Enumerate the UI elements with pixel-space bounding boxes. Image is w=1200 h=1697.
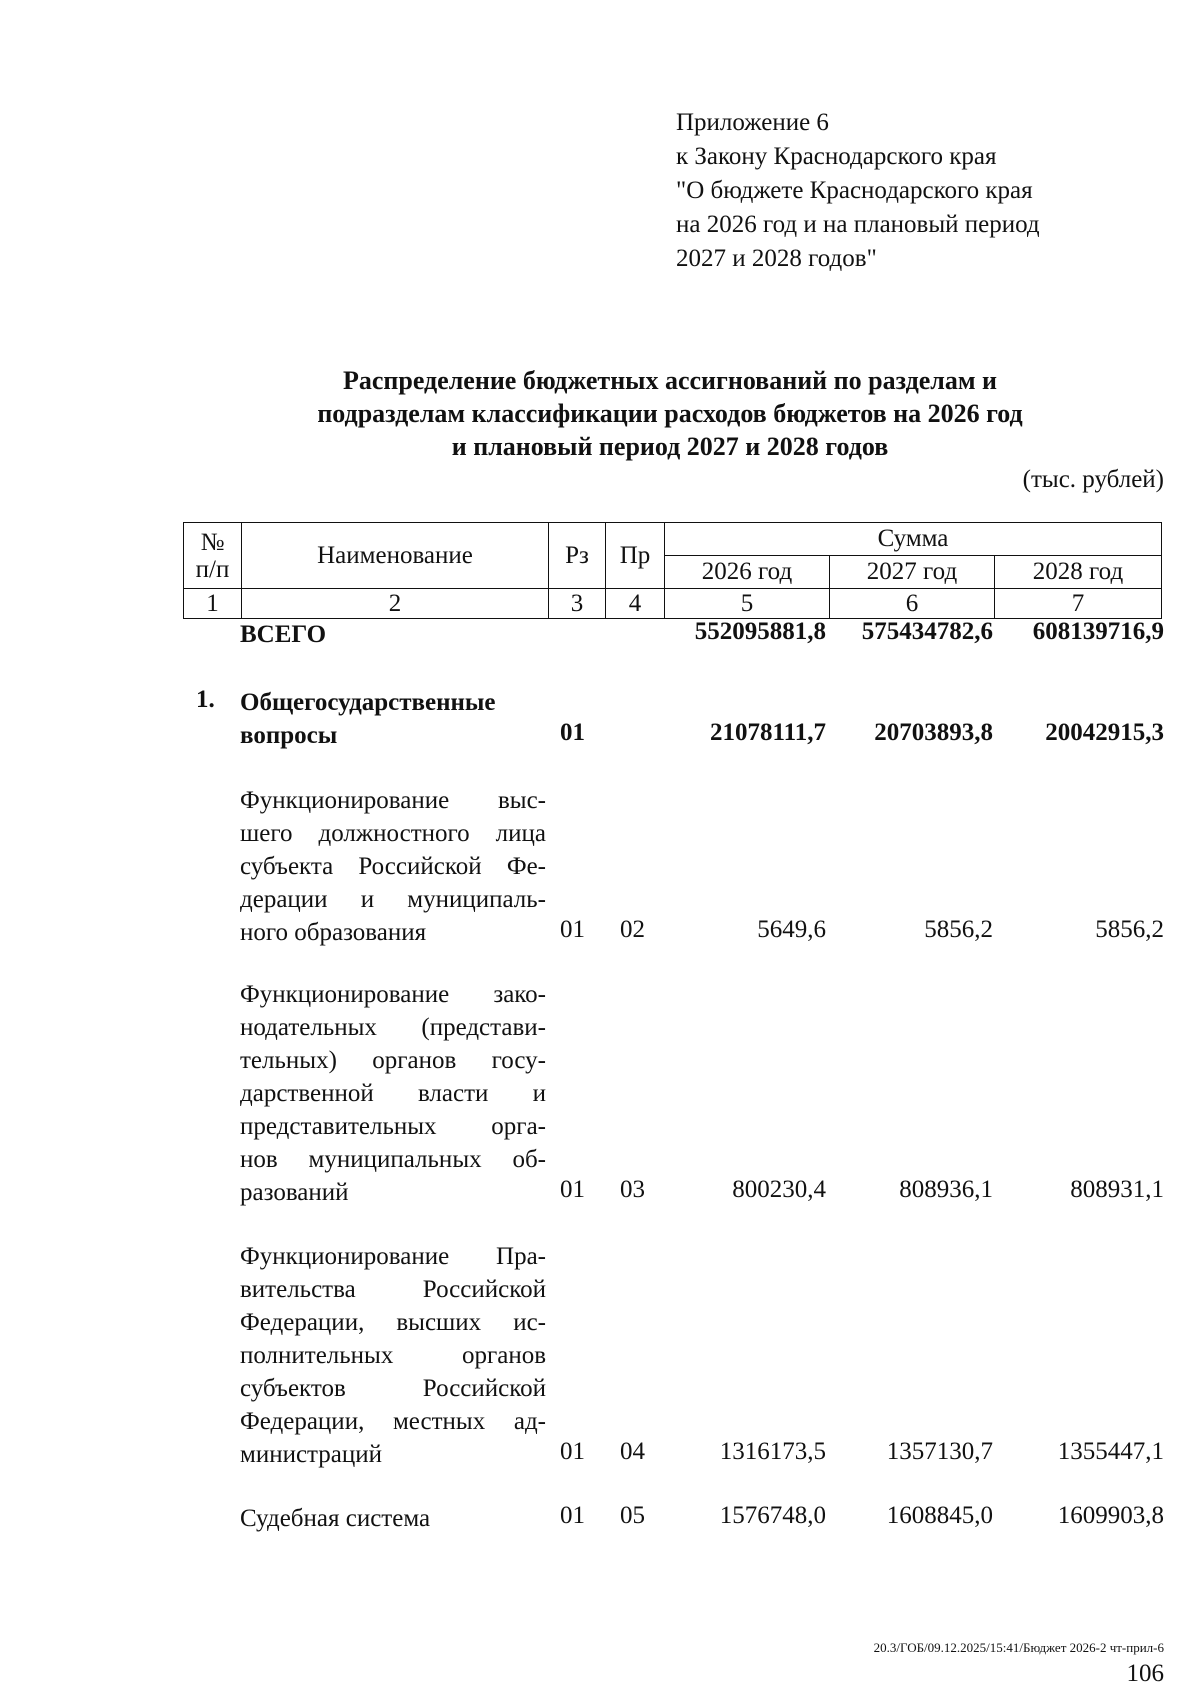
appendix-line: к Закону Краснодарского края <box>676 143 997 170</box>
row-name <box>240 1240 546 1471</box>
row-rz: 01 <box>560 1438 585 1465</box>
header-2026: 2026 год <box>665 556 830 589</box>
col-number: 7 <box>995 589 1162 619</box>
row-value-2026: 800230,4 <box>732 1176 826 1203</box>
document-title <box>200 364 1140 463</box>
row-name-line: дарственной власти и <box>240 1080 546 1107</box>
row-value-2028: 20042915,3 <box>1045 719 1164 746</box>
table-header <box>183 522 1162 619</box>
header-num-bottom: п/п <box>195 555 230 583</box>
header-pr: Пр <box>606 523 665 589</box>
title-line: и плановый период 2027 и 2028 годов <box>451 432 889 461</box>
row-name-line: Функционирование выс- <box>240 787 546 814</box>
col-number: 2 <box>242 589 549 619</box>
row-value-2027: 575434782,6 <box>861 618 993 645</box>
col-number: 4 <box>606 589 665 619</box>
row-name-line: представительных орга- <box>240 1113 546 1140</box>
row-value-2028: 1355447,1 <box>1057 1438 1164 1465</box>
row-value-2027: 1608845,0 <box>886 1502 993 1529</box>
row-name-line: субъектов Российской <box>240 1375 546 1402</box>
appendix-note <box>676 106 1040 276</box>
header-num-top: № <box>200 528 225 556</box>
row-value-2028: 1609903,8 <box>1057 1502 1164 1529</box>
units-label: (тыс. рублей) <box>1022 466 1164 493</box>
row-name-line: министраций <box>240 1441 383 1468</box>
row-value-2027: 1357130,7 <box>886 1438 993 1465</box>
row-name <box>240 784 546 949</box>
header-2027: 2027 год <box>830 556 995 589</box>
row-name <box>240 978 546 1209</box>
row-pr: 03 <box>620 1176 645 1203</box>
row-pr: 04 <box>620 1438 645 1465</box>
header-2028: 2028 год <box>995 556 1162 589</box>
row-rz: 01 <box>560 1502 585 1529</box>
row-value-2026: 5649,6 <box>757 916 826 943</box>
row-name-line: Функционирование зако- <box>240 981 546 1008</box>
appendix-line: "О бюджете Краснодарского края <box>676 177 1033 204</box>
document-code: 20.3/ГОБ/09.12.2025/15:41/Бюджет 2026-2 чт-прил-6 <box>873 1640 1164 1655</box>
header-name: Наименование <box>242 523 549 589</box>
col-number: 6 <box>830 589 995 619</box>
row-rz: 01 <box>560 719 585 746</box>
row-name-line: дерации и муниципаль- <box>240 886 546 913</box>
row-pr: 05 <box>620 1502 645 1529</box>
row-name-line: Общегосударственные <box>240 689 496 716</box>
row-value-2027: 5856,2 <box>924 916 993 943</box>
col-number: 3 <box>549 589 606 619</box>
row-name-line: ВСЕГО <box>240 621 327 648</box>
row-name-line: Федерации, местных ад- <box>240 1408 546 1435</box>
row-name-line: шего должностного лица <box>240 820 546 847</box>
row-value-2028: 5856,2 <box>1095 916 1164 943</box>
row-name-line: полнительных органов <box>240 1342 546 1369</box>
row-name-line: разований <box>240 1179 349 1206</box>
row-name-line: Функционирование Пра- <box>240 1243 546 1270</box>
row-name <box>240 618 546 651</box>
header-rz: Рз <box>549 523 606 589</box>
title-line: Распределение бюджетных ассигнований по разделам и <box>342 366 998 395</box>
row-value-2026: 1576748,0 <box>719 1502 826 1529</box>
row-name <box>240 686 546 752</box>
col-number: 1 <box>184 589 242 619</box>
row-pr: 02 <box>620 916 645 943</box>
appendix-line: на 2026 год и на плановый период <box>676 211 1040 238</box>
row-value-2028: 608139716,9 <box>1032 618 1164 645</box>
row-name-line: нов муниципальных об- <box>240 1146 546 1173</box>
row-name-line: вительства Российской <box>240 1276 546 1303</box>
row-rz: 01 <box>560 1176 585 1203</box>
row-value-2028: 808931,1 <box>1070 1176 1164 1203</box>
row-name <box>240 1502 546 1535</box>
header-sum: Сумма <box>665 523 1162 556</box>
row-value-2026: 552095881,8 <box>694 618 826 645</box>
col-number: 5 <box>665 589 830 619</box>
row-rz: 01 <box>560 916 585 943</box>
row-value-2027: 808936,1 <box>899 1176 993 1203</box>
row-name-line: тельных) органов госу- <box>240 1047 546 1074</box>
header-num <box>184 523 242 589</box>
appendix-line: Приложение 6 <box>676 109 829 136</box>
row-name-line: ного образования <box>240 919 427 946</box>
row-name-line: субъекта Российской Фе- <box>240 853 546 880</box>
row-name-line: Судебная система <box>240 1505 431 1532</box>
row-name-line: нодательных (представи- <box>240 1014 546 1041</box>
appendix-line: 2027 и 2028 годов" <box>676 245 877 272</box>
row-name-line: Федерации, высших ис- <box>240 1309 546 1336</box>
row-number: 1. <box>196 686 215 713</box>
title-line: подразделам классификации расходов бюджетов на 2026 год <box>317 399 1023 428</box>
row-value-2026: 21078111,7 <box>710 719 826 746</box>
row-value-2027: 20703893,8 <box>874 719 993 746</box>
row-value-2026: 1316173,5 <box>719 1438 826 1465</box>
page-number: 106 <box>1126 1660 1164 1687</box>
row-name-line: вопросы <box>240 722 338 749</box>
